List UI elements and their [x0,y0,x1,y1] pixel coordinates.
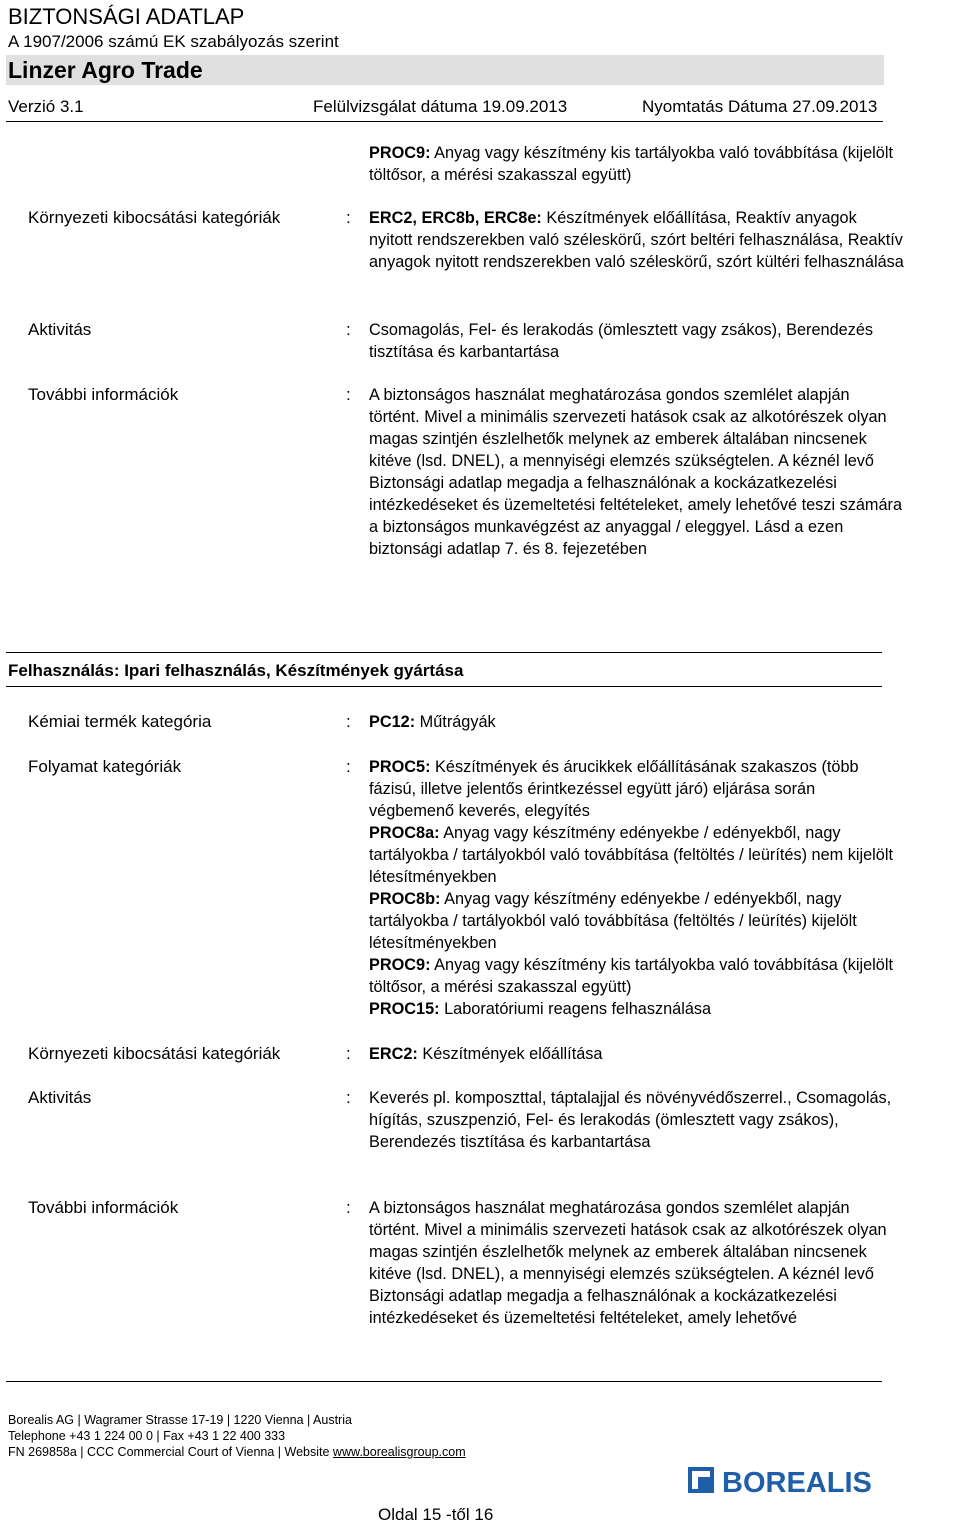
colon: : [346,1044,351,1063]
proc-item [369,822,904,888]
print-date: Nyomtatás Dátuma 27.09.2013 [642,97,878,116]
proc-item [369,888,904,954]
activity-value: Csomagolás, Fel- és lerakodás (ömlesztett vagy zsákos), Berendezés tisztítása és karbantartása [369,321,874,361]
colon: : [346,757,351,776]
proc9-continued [369,142,904,186]
website-link[interactable]: www.borealisgroup.com [332,1445,466,1459]
colon: : [346,1198,351,1217]
colon: : [346,208,351,227]
process-category-list [369,756,904,1020]
logo-mark [688,1467,714,1493]
footer-registry-text: FN 269858a | CCC Commercial Court of Vienna | Website [8,1445,333,1459]
regulation-subtitle: A 1907/2006 számú EK szabályozás szerint [8,32,339,51]
proc-code: PROC15: [369,1000,440,1018]
env-category-label: Környezeti kibocsátási kategóriák [28,1044,281,1063]
proc-code: PROC9: [369,956,431,974]
erc-code: ERC2, ERC8b, ERC8e: [369,209,542,227]
chem-category-value [369,711,904,733]
footer-registry [8,1444,466,1460]
pc-code: PC12: [369,713,416,731]
activity-value: Keverés pl. komposzttal, táptalajjal és növényvédőszerrel., Csomagolás, hígítás, szuszpenzió, Fel- és lerakodás (ömlesztett vagy zsákos), Berendezés tisztítása és karbantartása [369,1089,892,1151]
proc-text: Laboratóriumi reagens felhasználása [439,1000,712,1018]
erc-code: ERC2: [369,1045,418,1063]
header-divider [6,121,883,122]
footer-divider [6,1381,882,1382]
proc-code: PROC5: [369,758,431,776]
page-number: Oldal 15 -től 16 [378,1505,494,1524]
erc-text: Készítmények előállítása, Reaktív anyagok nyitott rendszerekben való széleskörű, szórt beltéri felhasználása, Reaktív anyagok nyitott rendszerekben való széleskörű, szórt kültéri felhasználása [369,209,904,271]
proc-text: Anyag vagy készítmény edényekbe / edényekből, nagy tartályokba / tartályokból való továbbítása (feltöltés / leürítés) kijelölt létesítményekben [369,890,857,952]
process-category-label: Folyamat kategóriák [28,757,182,776]
proc-item [369,954,904,998]
version-label: Verzió 3.1 [8,97,84,116]
proc-text: Anyag vagy készítmény edényekbe / edényekből, nagy tartályokba / tartályokból való továbbítása (feltöltés / leürítés) nem kijelölt létesítményekben [369,824,893,886]
colon: : [346,385,351,404]
colon: : [346,1088,351,1107]
review-date: Felülvizsgálat dátuma 19.09.2013 [313,97,568,116]
proc-item [369,756,904,822]
company-name-bar: Linzer Agro Trade [6,55,884,85]
info-label: További információk [28,1198,179,1217]
env-category-label: Környezeti kibocsátási kategóriák [28,208,281,227]
proc-code: PROC8a: [369,824,440,842]
borealis-logo [688,1463,952,1503]
footer-phone: Telephone +43 1 224 00 0 | Fax +43 1 22 400 333 [8,1429,286,1443]
activity-label: Aktivitás [28,320,92,339]
colon: : [346,712,351,731]
logo-wordmark: BOREALIS [722,1467,872,1499]
proc-text: Anyag vagy készítmény kis tartályokba való továbbítása (kijelölt töltősor, a mérési szakasszal együtt) [369,144,893,184]
document-title: BIZTONSÁGI ADATLAP [8,4,245,29]
pc-text: Műtrágyák [415,713,496,731]
proc-text: Készítmények és árucikkek előállításának szakaszos (több fázisú, illetve jelentős érintkezéssel együtt járó) eljárása során végbemenő keverés, elegyítés [369,758,859,820]
proc-item [369,998,904,1020]
activity-label: Aktivitás [28,1088,92,1107]
env-category-value [369,1043,904,1065]
proc-text: Anyag vagy készítmény kis tartályokba való továbbítása (kijelölt töltősor, a mérési szakasszal együtt) [369,956,893,996]
footer-address: Borealis AG | Wagramer Strasse 17-19 | 1220 Vienna | Austria [8,1413,352,1427]
env-category-value [369,207,904,273]
proc-code: PROC9: [369,144,431,162]
chem-category-label: Kémiai termék kategória [28,712,212,731]
info-value: A biztonságos használat meghatározása gondos szemlélet alapján történt. Mivel a minimális szervezeti hatások csak az alkotórészek olyan magas szintjén észlelhetők melynek az emberek általában nincsenek kitéve (lsd. DNEL), a mennyiségi elemzés szükségtelen. A kéznél levő Biztonsági adatlap megadja a felhasználónak a kockázatkezelési intézkedéseket és üzemeltetési feltételeket, amely lehetővé [369,1199,887,1327]
section-title: Felhasználás: Ipari felhasználás, Készítmények gyártása [8,661,464,680]
colon: : [346,320,351,339]
info-value: A biztonságos használat meghatározása gondos szemlélet alapján történt. Mivel a minimális szervezeti hatások csak az alkotórészek olyan magas szintjén észlelhetők melynek az emberek általában nincsenek kitéve (lsd. DNEL), a mennyiségi elemzés szükségtelen. A kéznél levő Biztonsági adatlap megadja a felhasználónak a kockázatkezelési intézkedéseket és üzemeltetési feltételeket, amely lehetővé teszi számára a biztonságos munkavégzést az anyaggal / eleggyel. Lásd a ezen biztonsági adatlap 7. és 8. fejezetében [369,386,903,558]
erc-text: Készítmények előállítása [417,1045,603,1063]
info-label: További információk [28,385,179,404]
section-top-divider [6,652,882,653]
section-bottom-divider [6,686,882,687]
proc-code: PROC8b: [369,890,441,908]
